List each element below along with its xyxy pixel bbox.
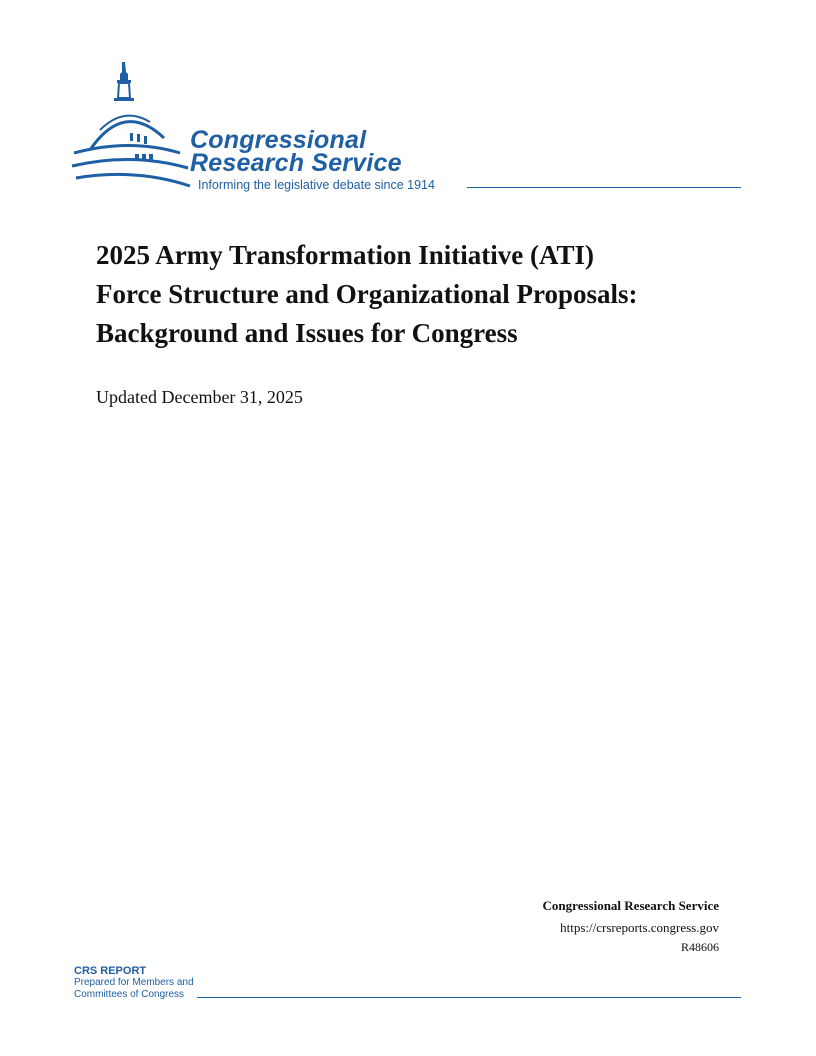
header-divider: [467, 187, 741, 188]
crs-url-link[interactable]: https://crsreports.congress.gov: [560, 920, 719, 935]
brand-name-line1: Congressional: [190, 126, 367, 154]
footer-divider: [197, 997, 741, 998]
updated-date: Updated December 31, 2025: [96, 387, 303, 407]
report-title: [96, 236, 746, 353]
report-number: R48606: [680, 940, 719, 954]
crs-logo: [70, 58, 450, 198]
footer: [74, 965, 194, 1001]
report-title-line: Force Structure and Organizational Proposals:: [96, 279, 638, 309]
brand-tagline: Informing the legislative debate since 1914: [198, 178, 435, 192]
footer-line2: Committees of Congress: [74, 989, 185, 1000]
footer-line1: Prepared for Members and: [74, 977, 194, 988]
report-title-line: 2025 Army Transformation Initiative (ATI): [96, 240, 594, 270]
report-title-line: Background and Issues for Congress: [96, 318, 518, 348]
contact-block: [543, 898, 719, 954]
organization-name: Congressional Research Service: [542, 898, 719, 913]
capitol-dome-icon: [70, 58, 200, 198]
brand-name-line2: Research Service: [190, 149, 402, 177]
footer-label: CRS REPORT: [74, 965, 147, 977]
